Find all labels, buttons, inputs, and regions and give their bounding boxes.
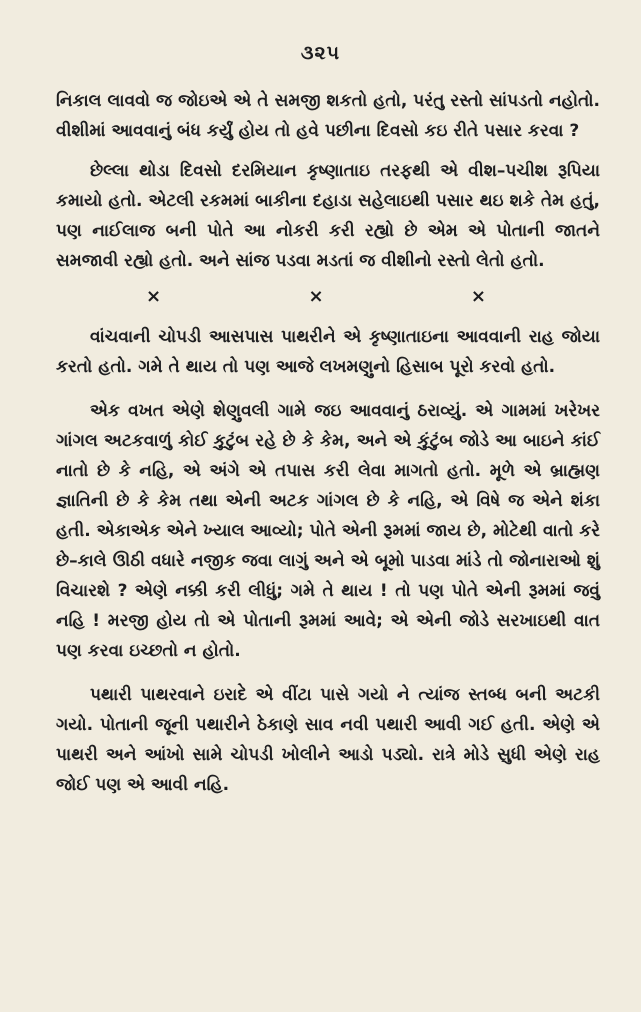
paragraph-2: છેલ્લા થોડા દિવસો દરમિયાન કૃષ્ણાતાઇ તરફથી એ વીશ–પચીશ રૂપિયા કમાયો હતો. એટલી રકમમાં બાકીના દહાડા સહેલાઇથી પસાર થઇ શકે તેમ હતું, પણ નાઈલાજ બની પોતે આ નોકરી કરી રહ્યો છે એમ એ પોતાની જાતને સમજાવી રહ્યો હતો. અને સાંજ પડવા મડતાં જ વીશીનો રસ્તો લેતો હતો. — [56, 161, 600, 271]
paragraph-1: નિકાલ લાવવો જ જોઇએ એ તે સમજી શકતો હતો, પરંતુ રસ્તો સાંપડતો નહોતો. વીશીમાં આવવાનું બંધ કર્યું હોય તો હવે પછીના દિવસો કઇ રીતે પસાર કરવા ? — [56, 91, 600, 141]
paragraph-4: એક વખત એણે શેણુવલી ગામે જઇ આવવાનું ઠરાવ્યું. એ ગામમાં ખરેખર ગાંગલ અટકવાળું કોઈ કુટુંબ રહે છે કે કેમ, અને એ કુંટુંબ જોડે આ બાઇને કાંઈ નાતો છે કે નહિ, એ અંગે એ તપાસ કરી લેવા માગતો હતો. મૂળે એ બ્રાહ્મણ જ્ઞાતિની છે કે કેમ તથા એની અટક ગાંગલ છે કે નહિ, એ વિષે જ એને શંકા હતી. એકાએક એને ખ્યાલ આવ્યો; પોતે એની રૂમમાં જાય છે, મોટેથી વાતો કરે છે–કાલે ઊઠી વધારે નજીક જવા લાગું અને એ બૂમો પાડવા માંડે તો જોનારાઓ શું વિચારશે ? એણે નક્કી કરી લીધું; ગમે તે થાય ! તો પણ પોતે એની રૂમમાં જવું નહિ ! મરજી હોય તો એ પોતાની રૂમમાં આવે; એ એની જોડે સરખાઇથી વાત પણ કરવા ઇચ્છતો ન હોતો. — [56, 401, 600, 661]
separator-mark: × — [308, 286, 324, 307]
paragraph-5: પથારી પાથરવાને ઇરાદે એ વીંટા પાસે ગયો ને ત્યાંજ સ્તબ્ધ બની અટકી ગયો. પોતાની જૂની પથારીને ઠેકાણે સાવ નવી પથારી આવી ગઈ હતી. એણે એ પાથરી અને આંખો સામે ચોપડી ખોલીને આડો પડ્યો. રાત્રે મોડે સુધી એણે રાહ જોઈ પણ એ આવી નહિ. — [56, 685, 600, 795]
separator-mark: × — [470, 286, 486, 307]
paragraph-3: વાંચવાની ચોપડી આસપાસ પાથરીને એ કૃષ્ણાતાઇના આવવાની રાહ જોયા કરતો હતો. ગમે તે થાય તો પણ આજે લખમણુનો હિસાબ પૂરો કરવો હતો. — [56, 327, 600, 377]
page-content — [56, 86, 600, 800]
page-number: ૩૨૫ — [300, 42, 341, 64]
section-separator — [146, 282, 486, 312]
separator-mark: × — [146, 286, 162, 307]
